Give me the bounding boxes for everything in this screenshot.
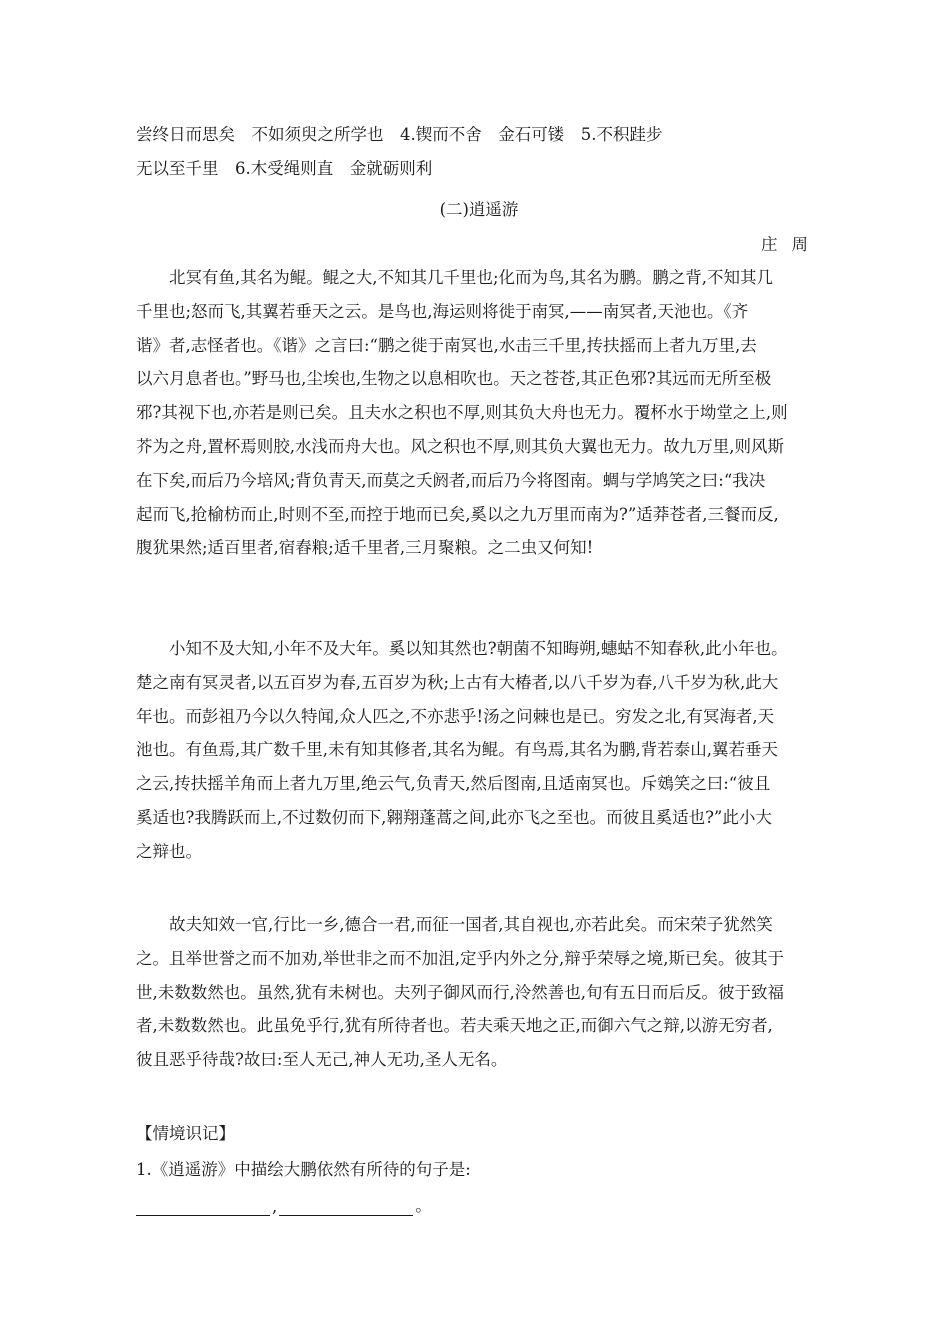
answer-blanks [136,1192,434,1216]
article-title: (二)逍遥游 [439,200,519,219]
paragraph-line: 谐》者,志怪者也。《谐》之言曰:“鹏之徙于南冥也,水击三千里,抟扶摇而上者九万里,去 [136,335,757,355]
paragraph-line: 芥为之舟,置杯焉则胶,水浅而舟大也。风之积也不厚,则其负大翼也无力。故九万里,则风斯 [136,436,784,456]
intro-line-1: 尝终日而思矣 不如须臾之所学也 4.锲而不舍 金石可镂 5.不积跬步 [136,125,663,144]
answer-end: 。 [415,1196,432,1215]
paragraph-line: 之云,抟扶摇羊角而上者九万里,绝云气,负青天,然后图南,且适南冥也。斥鴳笑之曰:“彼且 [136,774,771,794]
paragraph-line: 之辩也。 [136,841,202,861]
intro-line-2: 无以至千里 6.木受绳则直 金就砺则利 [136,158,433,178]
paragraph-1 [136,261,822,565]
paragraph-line: 北冥有鱼,其名为鲲。鲲之大,不知其几千里也;化而为鸟,其名为鹏。鹏之背,不知其几 [136,268,774,287]
paragraph-line: 世,未数数然也。虽然,犹有未树也。夫列子御风而行,泠然善也,旬有五日而后反。彼于致福 [136,982,784,1002]
paragraph-2 [136,632,822,869]
paragraph-line: 在下矣,而后乃今培风;背负青天,而莫之夭阏者,而后乃今将图南。蜩与学鸠笑之曰:“我决 [136,470,766,490]
answer-separator: , [272,1197,278,1216]
paragraph-line: 之。且举世誉之而不加劝,举世非之而不加沮,定乎内外之分,辩乎荣辱之境,斯已矣。彼其于 [136,948,784,968]
paragraph-line: 千里也;怒而飞,其翼若垂天之云。是鸟也,海运则将徙于南冥,——南冥者,天池也。《齐 [136,301,749,321]
paragraph-line: 年也。而彭祖乃今以久特闻,众人匹之,不亦悲乎!汤之问棘也是已。穷发之北,有冥海者,天 [136,706,775,726]
paragraph-line: 池也。有鱼焉,其广数千里,未有知其修者,其名为鲲。有鸟焉,其名为鹏,背若泰山,翼若垂天 [136,740,778,760]
paragraph-line: 腹犹果然;适百里者,宿舂粮;适千里者,三月聚粮。之二虫又何知! [136,538,594,558]
answer-blank-1[interactable] [136,1197,270,1216]
intro-text [136,118,822,186]
paragraph-line: 小知不及大知,小年不及大年。奚以知其然也?朝菌不知晦朔,蟪蛄不知春秋,此小年也。 [136,639,788,658]
paragraph-line: 以六月息者也。”野马也,尘埃也,生物之以息相吹也。天之苍苍,其正色邪?其远而无所至极 [136,369,772,389]
paragraph-line: 楚之南有冥灵者,以五百岁为春,五百岁为秋;上古有大椿者,以八千岁为春,八千岁为秋,此大 [136,672,779,692]
paragraph-line: 起而飞,抢榆枋而止,时则不至,而控于地而已矣,奚以之九万里而南为?”适莽苍者,三餐而反, [136,504,779,524]
answer-blank-2[interactable] [279,1197,413,1216]
paragraph-line: 邪?其视下也,亦若是则已矣。且夫水之积也不厚,则其负大舟也无力。覆杯水于坳堂之上,则 [136,403,788,423]
question-1: 1.《逍遥游》中描绘大鹏依然有所待的句子是: [136,1160,471,1179]
paragraph-line: 者,未数数然也。此虽免乎行,犹有所待者也。若夫乘天地之正,而御六气之辩,以游无穷者, [136,1016,773,1036]
paragraph-line: 奚适也?我腾跃而上,不过数仞而下,翱翔蓬蒿之间,此亦飞之至也。而彼且奚适也?”此小大 [136,807,772,827]
article-author: 庄周 [761,235,822,254]
paragraph-3 [136,908,822,1077]
section-label: 【情境识记】 [136,1124,235,1143]
paragraph-line: 彼且恶乎待哉?故曰:至人无己,神人无功,圣人无名。 [136,1050,508,1070]
paragraph-line: 故夫知效一官,行比一乡,德合一君,而征一国者,其自视也,亦若此矣。而宋荣子犹然笑 [136,915,773,934]
